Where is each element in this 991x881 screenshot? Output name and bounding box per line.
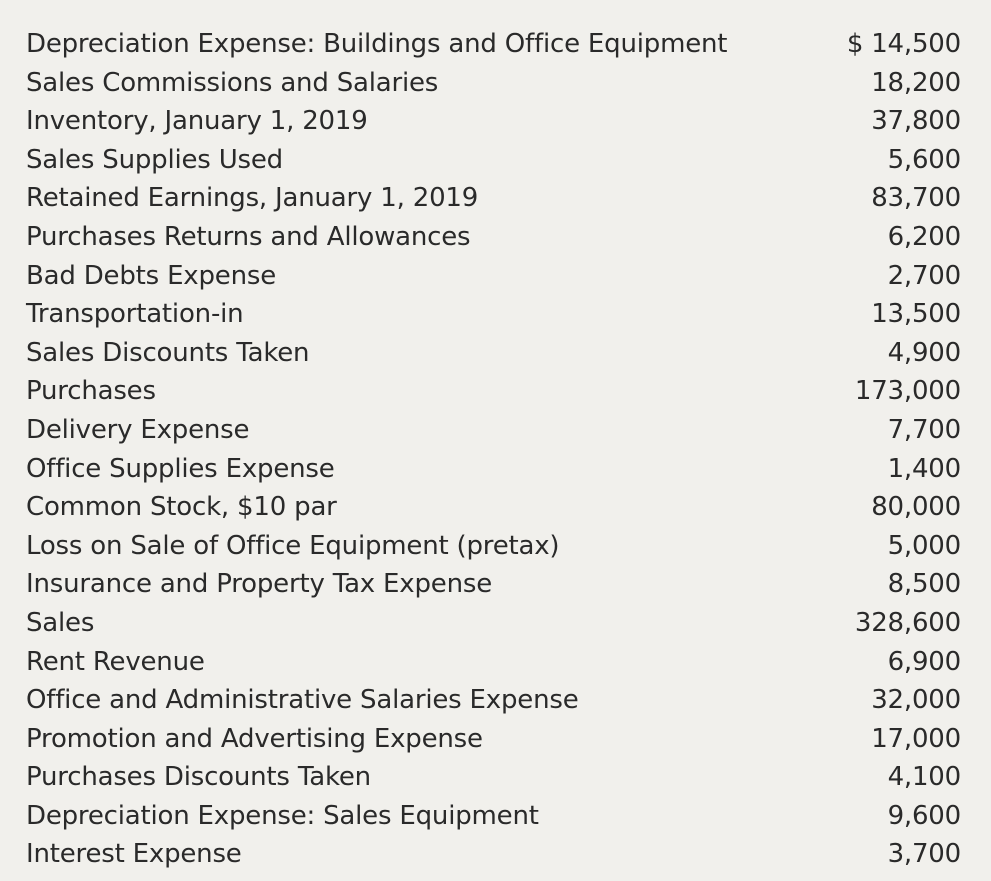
account-amount: 6,200	[887, 221, 961, 252]
account-amount: 17,000	[871, 723, 961, 754]
account-amount: 80,000	[871, 492, 961, 523]
account-label: Rent Revenue	[26, 646, 205, 677]
account-row	[26, 839, 961, 878]
account-amount: 4,100	[887, 762, 961, 793]
account-row	[26, 338, 961, 377]
account-label: Depreciation Expense: Buildings and Office Equipment	[26, 29, 728, 59]
account-label: Purchases Returns and Allowances	[26, 221, 471, 252]
account-amount: 8,500	[887, 569, 961, 600]
account-row	[26, 569, 961, 608]
account-label: Purchases Discounts Taken	[26, 762, 371, 793]
account-label: Purchases	[26, 376, 156, 407]
account-row	[26, 724, 961, 763]
account-amount: 4,900	[887, 337, 961, 368]
account-label: Loss on Sale of Office Equipment (pretax)	[26, 530, 560, 561]
account-row	[26, 106, 961, 145]
account-amount: 173,000	[854, 376, 961, 407]
account-row	[26, 454, 961, 493]
account-row	[26, 762, 961, 801]
account-label: Transportation-in	[26, 299, 244, 330]
account-row	[26, 261, 961, 300]
account-label: Delivery Expense	[26, 414, 250, 445]
account-row	[26, 29, 961, 68]
account-amount: 9,600	[887, 800, 961, 831]
account-list	[26, 29, 961, 878]
account-label: Promotion and Advertising Expense	[26, 723, 483, 754]
account-label: Depreciation Expense: Sales Equipment	[26, 800, 539, 831]
account-amount: 18,200	[871, 67, 961, 98]
account-amount: 32,000	[871, 685, 961, 716]
account-amount: 3,700	[887, 839, 961, 870]
account-amount: 37,800	[871, 106, 961, 137]
account-row	[26, 68, 961, 107]
account-row	[26, 492, 961, 531]
account-label: Common Stock, $10 par	[26, 492, 337, 523]
account-amount: 83,700	[871, 183, 961, 214]
account-row	[26, 183, 961, 222]
account-amount: 5,000	[887, 530, 961, 561]
account-label: Inventory, January 1, 2019	[26, 106, 368, 137]
account-row	[26, 222, 961, 261]
account-amount: 2,700	[887, 260, 961, 291]
account-label: Sales Commissions and Salaries	[26, 67, 439, 98]
account-amount: 6,900	[887, 646, 961, 677]
account-label: Sales Discounts Taken	[26, 337, 310, 368]
account-row	[26, 531, 961, 570]
account-label: Sales	[26, 607, 95, 638]
account-label: Bad Debts Expense	[26, 260, 276, 291]
account-label: Sales Supplies Used	[26, 144, 283, 175]
account-row	[26, 608, 961, 647]
account-row	[26, 647, 961, 686]
account-row	[26, 376, 961, 415]
account-row	[26, 801, 961, 840]
account-label: Retained Earnings, January 1, 2019	[26, 183, 479, 214]
account-row	[26, 415, 961, 454]
account-amount: 328,600	[854, 607, 961, 638]
account-label: Interest Expense	[26, 839, 242, 870]
account-amount: 1,400	[887, 453, 961, 484]
account-row	[26, 299, 961, 338]
account-row	[26, 145, 961, 184]
account-amount: 7,700	[887, 414, 961, 445]
account-amount: 13,500	[871, 299, 961, 330]
account-row	[26, 685, 961, 724]
account-amount: $ 14,500	[846, 29, 961, 59]
account-label: Office Supplies Expense	[26, 453, 335, 484]
account-label: Office and Administrative Salaries Expense	[26, 685, 579, 716]
account-label: Insurance and Property Tax Expense	[26, 569, 492, 600]
account-amount: 5,600	[887, 144, 961, 175]
